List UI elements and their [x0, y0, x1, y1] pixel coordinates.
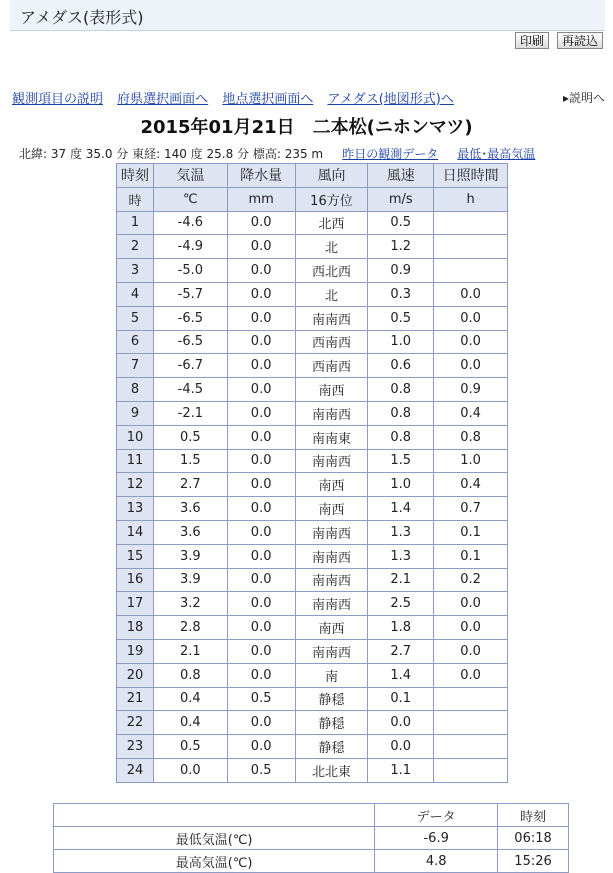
table-row [117, 758, 508, 782]
date-station-heading: 2015年01月21日 二本松(ニホンマツ) [140, 117, 473, 138]
summary-header-blank [54, 804, 375, 827]
temperature-cell: 3.9 [153, 544, 227, 568]
wind-direction-cell: 静穏 [295, 735, 368, 759]
wind-direction-cell: 西南西 [295, 330, 368, 354]
wind-direction-cell: 南南西 [295, 520, 368, 544]
precipitation-cell: 0.0 [227, 330, 295, 354]
wind-speed-cell: 2.5 [368, 592, 434, 616]
hour-cell: 18 [117, 616, 154, 640]
precipitation-cell: 0.0 [227, 497, 295, 521]
temperature-cell: -6.5 [153, 330, 227, 354]
wind-direction-cell: 南南西 [295, 544, 368, 568]
wind-speed-cell: 0.8 [368, 401, 434, 425]
wind-speed-cell: 0.6 [368, 354, 434, 378]
temperature-cell: -4.6 [153, 211, 227, 235]
wind-direction-cell: 南南東 [295, 425, 368, 449]
reload-button[interactable]: 再読込 [557, 32, 603, 49]
table-row [117, 639, 508, 663]
hour-cell: 22 [117, 711, 154, 735]
wind-direction-cell: 南西 [295, 497, 368, 521]
temperature-cell: 3.6 [153, 520, 227, 544]
wind-direction-cell: 南西 [295, 473, 368, 497]
table-header-row [117, 164, 508, 188]
wind-speed-cell: 0.0 [368, 711, 434, 735]
sunshine-cell: 1.0 [434, 449, 508, 473]
table-row [117, 211, 508, 235]
wind-speed-cell: 0.8 [368, 425, 434, 449]
summary-header-time: 時刻 [498, 804, 569, 827]
unit-wind-direction: 16方位 [295, 187, 368, 211]
precipitation-cell: 0.0 [227, 735, 295, 759]
wind-direction-cell: 南西 [295, 378, 368, 402]
temperature-cell: 3.6 [153, 497, 227, 521]
sunshine-cell: 0.8 [434, 425, 508, 449]
wind-speed-cell: 0.9 [368, 259, 434, 283]
table-row [117, 401, 508, 425]
daily-summary-table [53, 803, 569, 873]
hour-cell: 21 [117, 687, 154, 711]
hour-cell: 14 [117, 520, 154, 544]
unit-temperature: ℃ [153, 187, 227, 211]
table-row [117, 378, 508, 402]
nav-link-prefecture-select[interactable]: 府県選択画面へ [117, 92, 209, 107]
summary-time: 15:26 [498, 850, 569, 873]
summary-label: 最高気温(℃) [54, 850, 375, 873]
hour-cell: 24 [117, 758, 154, 782]
hour-cell: 11 [117, 449, 154, 473]
wind-direction-cell: 西北西 [295, 259, 368, 283]
sunshine-cell [434, 235, 508, 259]
wind-speed-cell: 1.1 [368, 758, 434, 782]
summary-header-data: データ [375, 804, 498, 827]
precipitation-cell: 0.0 [227, 520, 295, 544]
wind-speed-cell: 1.3 [368, 544, 434, 568]
wind-direction-cell: 北西 [295, 211, 368, 235]
precipitation-cell: 0.0 [227, 378, 295, 402]
temperature-cell: -5.0 [153, 259, 227, 283]
wind-direction-cell: 南南西 [295, 568, 368, 592]
wind-speed-cell: 1.4 [368, 497, 434, 521]
hour-cell: 16 [117, 568, 154, 592]
precipitation-cell: 0.0 [227, 544, 295, 568]
table-row [117, 259, 508, 283]
sunshine-cell [434, 735, 508, 759]
table-row [117, 711, 508, 735]
nav-link-observation-items[interactable]: 観測項目の説明 [12, 92, 104, 107]
min-max-temp-link[interactable]: 最低･最高気温 [457, 147, 536, 161]
precipitation-cell: 0.0 [227, 401, 295, 425]
temperature-cell: -5.7 [153, 282, 227, 306]
hour-cell: 19 [117, 639, 154, 663]
help-link[interactable] [563, 89, 605, 106]
hour-cell: 4 [117, 282, 154, 306]
hour-cell: 13 [117, 497, 154, 521]
summary-value: -6.9 [375, 827, 498, 850]
sunshine-cell: 0.0 [434, 616, 508, 640]
table-units-row [117, 187, 508, 211]
wind-speed-cell: 0.0 [368, 735, 434, 759]
unit-sunshine: h [434, 187, 508, 211]
wind-direction-cell: 北北東 [295, 758, 368, 782]
temperature-cell: -4.5 [153, 378, 227, 402]
wind-direction-cell: 南南西 [295, 592, 368, 616]
temperature-cell: 2.1 [153, 639, 227, 663]
precipitation-cell: 0.0 [227, 711, 295, 735]
station-coordinates: 北緯: 37 度 35.0 分 東経: 140 度 25.8 分 標高: 235 m [19, 147, 324, 161]
header-hour: 時刻 [117, 164, 154, 188]
precipitation-cell: 0.0 [227, 449, 295, 473]
header-wind-speed: 風速 [368, 164, 434, 188]
temperature-cell: 0.0 [153, 758, 227, 782]
hour-cell: 7 [117, 354, 154, 378]
print-button[interactable]: 印刷 [515, 32, 549, 49]
temperature-cell: 3.2 [153, 592, 227, 616]
summary-time: 06:18 [498, 827, 569, 850]
table-row [117, 568, 508, 592]
sunshine-cell: 0.0 [434, 639, 508, 663]
hour-cell: 6 [117, 330, 154, 354]
wind-speed-cell: 1.5 [368, 449, 434, 473]
wind-speed-cell: 1.0 [368, 330, 434, 354]
sunshine-cell [434, 259, 508, 283]
precipitation-cell: 0.0 [227, 473, 295, 497]
wind-direction-cell: 南 [295, 663, 368, 687]
sunshine-cell: 0.0 [434, 306, 508, 330]
triangle-right-icon: ▸ [563, 91, 570, 105]
table-row [117, 330, 508, 354]
hour-cell: 3 [117, 259, 154, 283]
summary-label: 最低気温(℃) [54, 827, 375, 850]
wind-direction-cell: 南南西 [295, 306, 368, 330]
temperature-cell: 0.8 [153, 663, 227, 687]
sunshine-cell: 0.9 [434, 378, 508, 402]
wind-speed-cell: 2.7 [368, 639, 434, 663]
summary-row-min-temp [54, 827, 569, 850]
precipitation-cell: 0.0 [227, 354, 295, 378]
hourly-data-table [116, 163, 508, 783]
wind-speed-cell: 0.8 [368, 378, 434, 402]
header-precipitation: 降水量 [227, 164, 295, 188]
temperature-cell: 0.4 [153, 711, 227, 735]
sunshine-cell [434, 687, 508, 711]
sunshine-cell [434, 711, 508, 735]
wind-speed-cell: 0.1 [368, 687, 434, 711]
precipitation-cell: 0.0 [227, 616, 295, 640]
table-row [117, 282, 508, 306]
precipitation-cell: 0.0 [227, 306, 295, 330]
unit-precipitation: mm [227, 187, 295, 211]
table-row [117, 425, 508, 449]
table-row [117, 592, 508, 616]
wind-speed-cell: 0.3 [368, 282, 434, 306]
temperature-cell: -4.9 [153, 235, 227, 259]
precipitation-cell: 0.0 [227, 235, 295, 259]
precipitation-cell: 0.0 [227, 592, 295, 616]
sunshine-cell: 0.0 [434, 663, 508, 687]
table-row [117, 354, 508, 378]
temperature-cell: 1.5 [153, 449, 227, 473]
table-row [117, 544, 508, 568]
wind-speed-cell: 1.2 [368, 235, 434, 259]
wind-speed-cell: 1.8 [368, 616, 434, 640]
temperature-cell: 0.5 [153, 735, 227, 759]
temperature-cell: 2.8 [153, 616, 227, 640]
sunshine-cell [434, 758, 508, 782]
hour-cell: 17 [117, 592, 154, 616]
temperature-cell: -6.7 [153, 354, 227, 378]
wind-speed-cell: 1.4 [368, 663, 434, 687]
hour-cell: 15 [117, 544, 154, 568]
wind-speed-cell: 1.0 [368, 473, 434, 497]
table-row [117, 235, 508, 259]
wind-direction-cell: 南西 [295, 616, 368, 640]
temperature-cell: 3.9 [153, 568, 227, 592]
title-bar [10, 0, 605, 31]
sunshine-cell: 0.0 [434, 592, 508, 616]
sunshine-cell: 0.1 [434, 520, 508, 544]
summary-header-row [54, 804, 569, 827]
table-row [117, 687, 508, 711]
sunshine-cell: 0.4 [434, 401, 508, 425]
summary-row-max-temp [54, 850, 569, 873]
wind-direction-cell: 静穏 [295, 687, 368, 711]
nav-link-amedas-map[interactable]: アメダス(地図形式)へ [327, 92, 454, 107]
precipitation-cell: 0.0 [227, 259, 295, 283]
sunshine-cell: 0.1 [434, 544, 508, 568]
temperature-cell: 0.5 [153, 425, 227, 449]
wind-speed-cell: 0.5 [368, 306, 434, 330]
sunshine-cell: 0.0 [434, 354, 508, 378]
precipitation-cell: 0.0 [227, 425, 295, 449]
table-row [117, 520, 508, 544]
table-row [117, 497, 508, 521]
wind-direction-cell: 西南西 [295, 354, 368, 378]
wind-direction-cell: 南南西 [295, 639, 368, 663]
precipitation-cell: 0.5 [227, 687, 295, 711]
precipitation-cell: 0.5 [227, 758, 295, 782]
hour-cell: 8 [117, 378, 154, 402]
table-row [117, 449, 508, 473]
precipitation-cell: 0.0 [227, 663, 295, 687]
precipitation-cell: 0.0 [227, 568, 295, 592]
wind-direction-cell: 静穏 [295, 711, 368, 735]
wind-direction-cell: 南南西 [295, 449, 368, 473]
header-temperature: 気温 [153, 164, 227, 188]
sunshine-cell: 0.4 [434, 473, 508, 497]
help-link-label: 説明へ [569, 91, 606, 105]
wind-speed-cell: 0.5 [368, 211, 434, 235]
hour-cell: 12 [117, 473, 154, 497]
station-info [19, 145, 535, 162]
hour-cell: 23 [117, 735, 154, 759]
hour-cell: 2 [117, 235, 154, 259]
wind-speed-cell: 2.1 [368, 568, 434, 592]
precipitation-cell: 0.0 [227, 282, 295, 306]
wind-speed-cell: 1.3 [368, 520, 434, 544]
hour-cell: 1 [117, 211, 154, 235]
header-sunshine: 日照時間 [434, 164, 508, 188]
table-row [117, 735, 508, 759]
precipitation-cell: 0.0 [227, 211, 295, 235]
sunshine-cell: 0.7 [434, 497, 508, 521]
summary-value: 4.8 [375, 850, 498, 873]
sunshine-cell: 0.2 [434, 568, 508, 592]
hour-cell: 10 [117, 425, 154, 449]
yesterday-data-link[interactable]: 昨日の観測データ [342, 147, 439, 161]
wind-direction-cell: 北 [295, 235, 368, 259]
table-row [117, 306, 508, 330]
hour-cell: 20 [117, 663, 154, 687]
sunshine-cell: 0.0 [434, 282, 508, 306]
wind-direction-cell: 北 [295, 282, 368, 306]
hour-cell: 9 [117, 401, 154, 425]
sunshine-cell: 0.0 [434, 330, 508, 354]
wind-direction-cell: 南南西 [295, 401, 368, 425]
unit-wind-speed: m/s [368, 187, 434, 211]
sunshine-cell [434, 211, 508, 235]
table-row [117, 473, 508, 497]
page-title: アメダス(表形式) [20, 8, 144, 27]
hour-cell: 5 [117, 306, 154, 330]
table-row [117, 663, 508, 687]
nav-link-point-select[interactable]: 地点選択画面へ [222, 92, 314, 107]
temperature-cell: -2.1 [153, 401, 227, 425]
temperature-cell: 0.4 [153, 687, 227, 711]
temperature-cell: 2.7 [153, 473, 227, 497]
precipitation-cell: 0.0 [227, 639, 295, 663]
table-row [117, 616, 508, 640]
header-wind-direction: 風向 [295, 164, 368, 188]
nav-links [12, 88, 464, 107]
temperature-cell: -6.5 [153, 306, 227, 330]
unit-hour: 時 [117, 187, 154, 211]
